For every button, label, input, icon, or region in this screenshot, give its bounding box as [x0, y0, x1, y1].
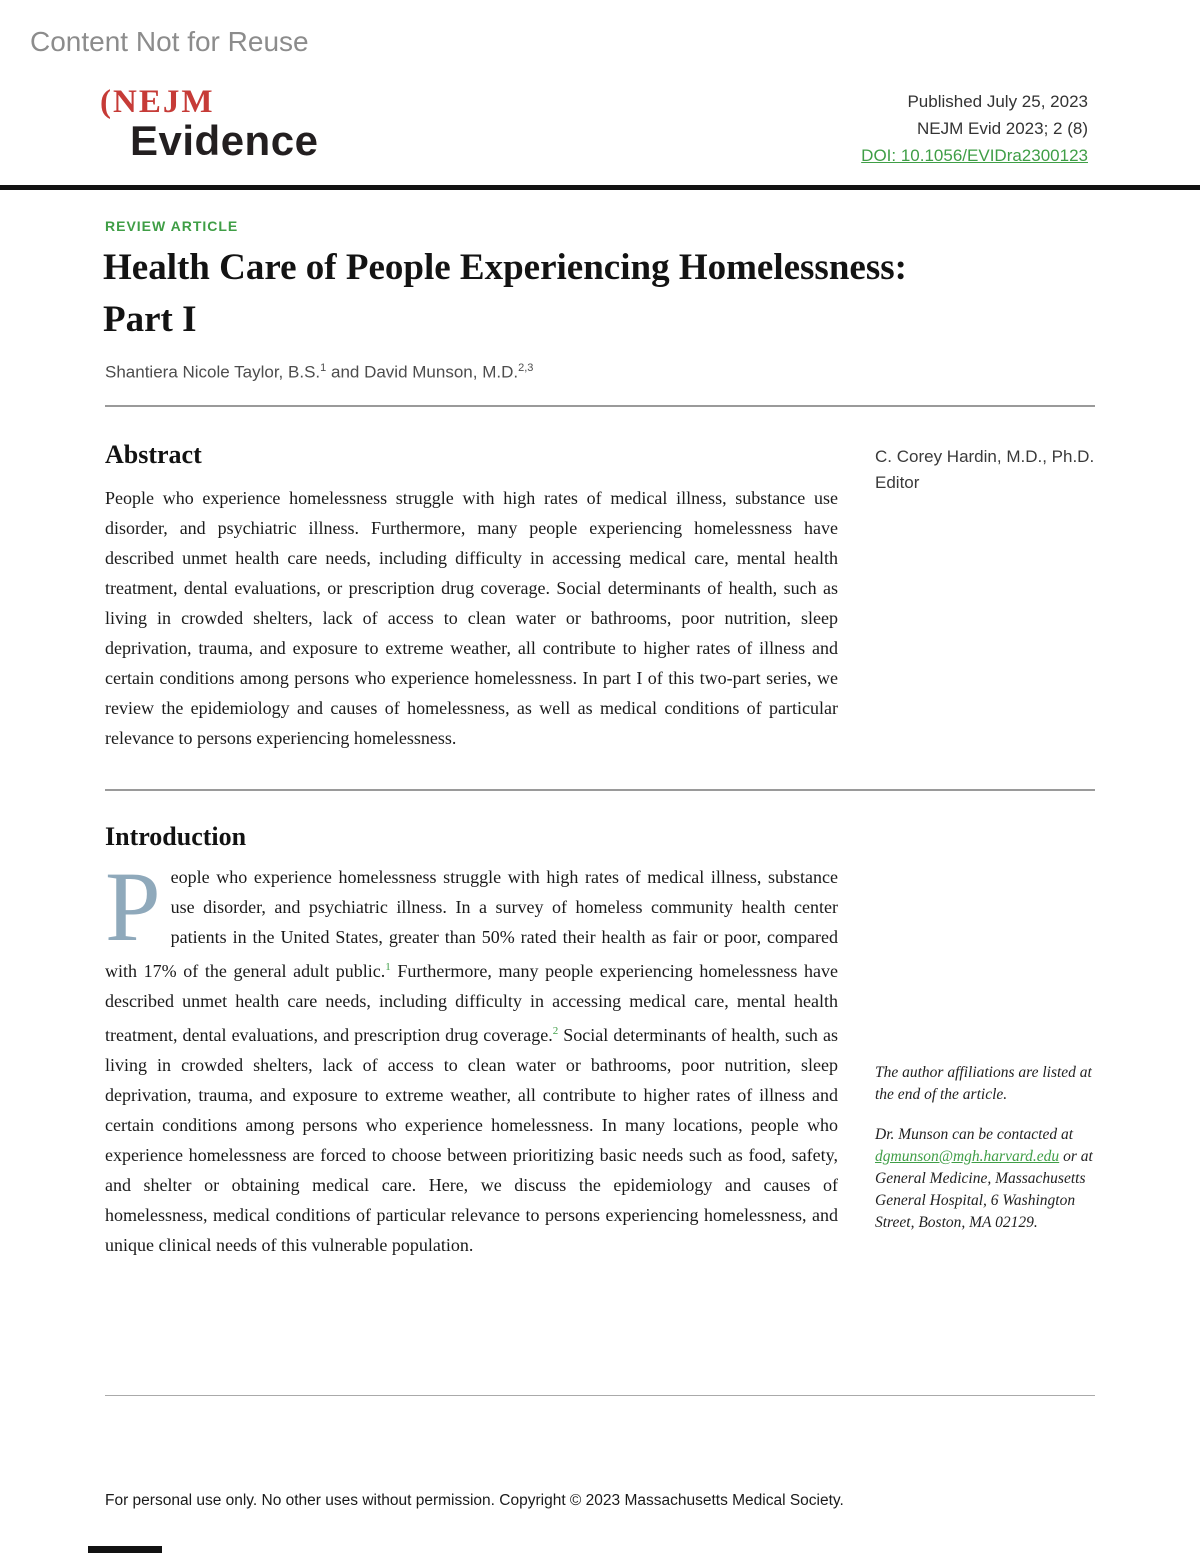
- abstract-heading: Abstract: [105, 440, 202, 469]
- article-title-line1: Health Care of People Experiencing Homelessness:: [103, 247, 907, 288]
- contact-note-pre: Dr. Munson can be contacted at: [875, 1126, 1074, 1143]
- article-title: [103, 242, 1113, 346]
- author-1: Shantiera Nicole Taylor, B.S.: [105, 362, 321, 382]
- evidence-logo-text: Evidence: [130, 117, 319, 164]
- contact-note: [875, 1124, 1103, 1234]
- author-2-affiliation-sup: 2,3: [518, 362, 534, 374]
- reference-2-link[interactable]: 2: [552, 1025, 559, 1037]
- reuse-banner: Content Not for Reuse: [30, 26, 309, 57]
- introduction-text-3: Social determinants of health, such as living in crowded shelters, lack of access to clean water or bathrooms, poor nutrition, sleep deprivation, trauma, and exposure to extreme weather, all contribute to higher rates of illness and certain conditions among persons who experience homelessness. In many locations, people who experience homelessness are forced to choose between prioritizing basic needs such as food, safety, and shelter or obtaining medical care. Here, we discuss the epidemiology and causes of homelessness, medical conditions of particular relevance to persons experiencing homelessness, and unique clinical needs of this vulnerable population.: [105, 1025, 838, 1255]
- next-page-edge-mark: [88, 1546, 162, 1553]
- abstract-text: People who experience homelessness struggle with high rates of medical illness, substance use disorder, and psychiatric illness. Furthermore, many people experiencing homelessness have described unmet health care needs, including difficulty in accessing medical care, mental health treatment, dental evaluations, or prescription drug coverage. Social determinants of health, such as living in crowded shelters, lack of access to clean water or bathrooms, poor nutrition, sleep deprivation, trauma, and exposure to extreme weather, all contribute to higher rates of illness and certain conditions among persons who experience homelessness. In part I of this two-part series, we review the epidemiology and causes of homelessness, as well as medical conditions of particular relevance to persons experiencing homelessness.: [105, 488, 838, 748]
- introduction-paragraph: [105, 851, 838, 1260]
- editor-role: Editor: [875, 473, 920, 492]
- copyright-footer: For personal use only. No other uses without permission. Copyright © 2023 Massachusetts Medical Society.: [105, 1492, 844, 1509]
- doi-link[interactable]: DOI: 10.1056/EVIDra2300123: [861, 146, 1088, 165]
- article-title-line2: Part I: [103, 299, 197, 340]
- publication-info: [861, 88, 1088, 169]
- affiliations-note: The author affiliations are listed at the end of the article.: [875, 1064, 1092, 1103]
- header-divider: [0, 185, 1200, 190]
- author-byline: [105, 362, 533, 383]
- abstract-divider: [105, 789, 1095, 791]
- introduction-text-1: eople who experience homelessness struggle with high rates of medical illness, substance use disorder, and psychiatric illness. In a survey of homeless community health center patients in the United States, greater than 50% rated their health as fair or poor, compared with 17% of the general adult public.: [105, 867, 838, 981]
- margin-notes: [875, 1062, 1103, 1234]
- introduction-text-2: Furthermore, many people experiencing homelessness have described unmet health care needs, including difficulty in accessing medical care, mental health treatment, dental evaluations, and prescription drug coverage.: [105, 961, 838, 1045]
- footer-divider: [105, 1395, 1095, 1396]
- nejm-logo-text: (NEJM: [100, 84, 215, 120]
- dropcap-letter: P: [105, 851, 161, 962]
- author-1-affiliation-sup: 1: [320, 362, 327, 374]
- nejm-evidence-logo: [100, 84, 318, 165]
- published-date: Published July 25, 2023: [907, 92, 1088, 111]
- byline-divider: [105, 405, 1095, 407]
- introduction-heading: Introduction: [105, 822, 247, 851]
- contact-note-post: or at General Medicine, Massachusetts General Hospital, 6 Washington Street, Boston, MA 02129.: [875, 1148, 1093, 1231]
- author-2: David Munson, M.D.: [364, 362, 519, 382]
- editor-name: C. Corey Hardin, M.D., Ph.D.: [875, 447, 1095, 466]
- citation: NEJM Evid 2023; 2 (8): [916, 119, 1088, 138]
- article-kicker: REVIEW ARTICLE: [105, 218, 239, 234]
- reference-1-link[interactable]: 1: [385, 961, 391, 973]
- author-joiner: and: [326, 362, 365, 382]
- contact-email-link[interactable]: dgmunson@mgh.harvard.edu: [875, 1148, 1060, 1165]
- editor-credit: [875, 444, 1115, 496]
